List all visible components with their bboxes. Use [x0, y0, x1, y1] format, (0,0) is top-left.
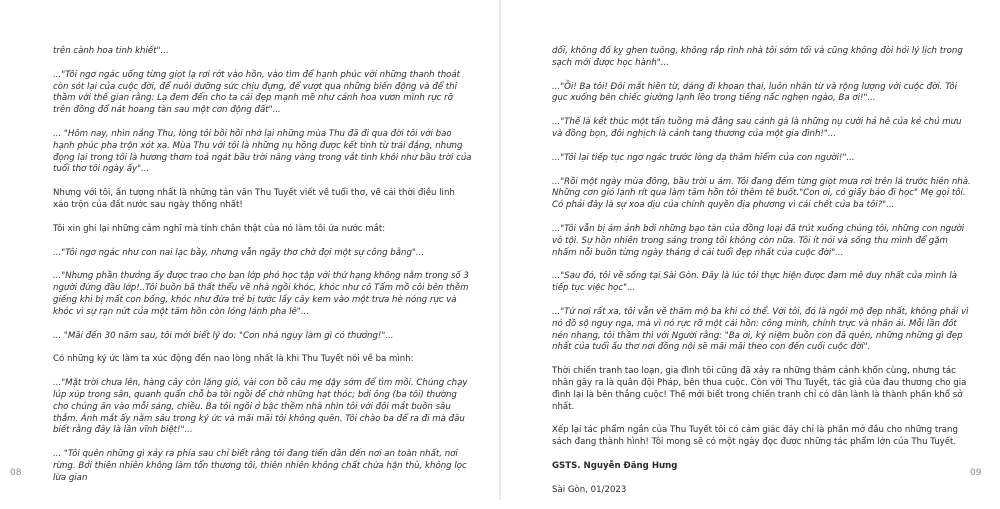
paragraph: ..."Tôi ngơ ngác uống từng giọt lạ rơi rớt vào hồn, vào tìm để hạnh phúc với những thanh thoát còn sót lại của cuộc đời, để nuôi dưỡng sức chịu đựng, để vượt qua những biến động và để thi thầm với thế gian rằng: Lạ đem đến cho ta cái đẹp mạnh mẽ như cánh hoa vươn mình rực rỡ trên đồng đổ nát hoang tàn sau một cơn động đất"...: [53, 69, 461, 116]
paragraph: Tôi xin ghi lại những cảm nghĩ mà tính chân thật của nó làm tôi ứa nước mắt:: [53, 223, 386, 234]
paragraph: ..."Tôi vẫn bị ám ảnh bởi những bạo tàn của đồng loại đã trút xuống chúng tôi, những con người vô tội. Sự hồn nhiên trong sáng trong tôi không còn nữa. Tôi ít nói và sống thu mình để gặm nhấm nỗi buồn từng ngày tháng ở cái tuổi đẹp nhất của cuộc đời"...: [552, 223, 965, 258]
paragraph: ... "Tôi quên những gì xảy ra phía sau chỉ biết rằng tôi đang tiến dần đến nơi an toàn nhất, nơi rừng. Bởi thiên nhiên không làm tổn thương tôi, thiên nhiên không chất chứa hận thù, không lọc lừa gian: [53, 449, 467, 483]
paragraph: Có những ký ức làm ta xúc động đến nao lòng nhất là khi Thu Tuyết nói về ba mình:: [53, 354, 414, 365]
right-page-text: [552, 46, 972, 509]
paragraph: ..."Tôi lại tiếp tục ngơ ngác trước lòng dạ thâm hiểm của con người!"...: [552, 152, 855, 163]
paragraph: Nhưng với tôi, ấn tượng nhất là những tản văn Thu Tuyết viết về tuổi thơ, về cái thời điều linh xáo trộn của đất nước sau ngày thống nhất!: [53, 188, 455, 210]
paragraph: trên cành hoa tinh khiết"...: [53, 46, 169, 56]
paragraph: ... "Hôm nay, nhìn nắng Thu, lòng tôi bồi hồi nhớ lại những mùa Thu đã đi qua đời tôi với bao hạnh phúc pha trộn xót xa. Mùa Thu với tôi là những nụ hồng được kết tinh từ trái đắng, nhưng đọng lại trong tôi là hương thơm toả ngát bầu trời nâng vàng trong vắt tinh khôi như bầu trời của tuổi thơ tôi ngày ấy"...: [53, 128, 472, 175]
paragraph: ..."Tôi ngơ ngác như con nai lạc bầy, nhưng vẫn ngây thơ chờ đợi một sự công bằng"...: [53, 247, 425, 258]
paragraph: ..."Rồi một ngày mùa đông, bầu trời u ám. Tôi đang đếm từng giọt mưa rơi trên lá trước hiên nhà. Những cơn gió lạnh rít qua làm tâm hồn tôi thêm tê buốt."Con ơi, có giấy báo đi học" Mẹ gọi tôi. Có phải đây là sự xoa dịu của chính quyền địa phương vì cái chết của ba tôi?"...: [552, 176, 971, 211]
paragraph: ..."Nhưng phần thưởng ấy được trao cho bạn lớp phó học tập với thứ hạng không nằm trong số 3 người đứng đầu lớp!..Tôi buồn bã thất thểu về nhà ngồi khóc, khóc như cô Tấm mồ côi bên thềm giếng khi bị mất con bống, khóc như đứa trẻ bị tước lấy cây kem vào một trưa hè nóng rực và khóc vì sự rạn nứt của một tâm hồn còn lóng lánh pha lê"...: [53, 271, 469, 317]
paragraph: dối, không đố kỵ ghen tuông, không rắp rình nhà tôi sớm tối và cũng không đòi hỏi lý lịch trong sạch mới được học hành"...: [552, 46, 963, 68]
signature-name: GSTS. Nguyễn Đăng Hưng: [552, 460, 678, 471]
right-page: [500, 0, 1000, 500]
paragraph: ..."Ồi! Ba tôi! Đôi mắt hiền từ, dáng đi khoan thai, luôn nhân từ và rộng lượng với cuộc đời. Tôi gục xuống bên chiếc giường lạnh lẽo trong tiếng nấc nghẹn ngào, Ba ơi!"...: [552, 81, 958, 104]
signature-place-date: Sài Gòn, 01/2023: [552, 484, 627, 495]
paragraph: ..."Sau đó, tôi về sống tại Sài Gòn. Đây là lúc tôi thực hiện được đam mê duy nhất của mình là tiếp tục việc học"...: [552, 271, 958, 294]
paragraph: ... "Mãi đến 30 năm sau, tôi mới biết lý do: "Con nhà ngụy làm gì có thưởng!"...: [53, 330, 394, 341]
paragraph: ..."Tứ nơi rất xa, tôi vẫn về thăm mộ ba khi có thể. Với tôi, đó là ngôi mộ đẹp nhất, không phải vì nó đồ sộ nguy nga, mà vì nó rực rỡ một cái hồn: công minh, chính trực và nhân ái. Mỗi lần đốt nén nhang, tôi thầm thì với Người rằng: "Ba ơi, ký niệm buồn con đã quên, những những gì đẹp nhất của tuổi ấu thơ nơi đồng nội sẽ mãi mãi theo con đến cuối cuộc đời".: [552, 306, 969, 353]
page-number-right: 09: [970, 468, 982, 478]
paragraph: ..."Thế là kết thúc một tấn tuồng mà đằng sau cánh gà là những nụ cười hả hê của kẻ chủ mưu và đồng bọn, đôi nghịch là cảnh tang thương của một gia đình!"...: [552, 117, 962, 139]
paragraph: Thời chiến tranh tao loạn, gia đình tôi cũng đã xảy ra những thảm cảnh khốn cùng, nhưng tác nhân gây ra là quân đội Pháp, bên thua cuộc. Còn với Thu Tuyết, tác giả của đau thương cho gia đình lại là bên thắng cuộc! Thế mới biết trong chiến tranh chỉ có dân lành là thành phần khổ sở nhất.: [552, 366, 967, 412]
paragraph: Xếp lại tác phẩm ngắn của Thu Tuyết tôi có cảm giác đây chỉ là phần mở đầu cho những trang sách đang thành hình! Tôi mong sẽ có một ngày đọc được những tác phẩm lớn của Thu Tuyết.: [552, 425, 958, 448]
left-page-text: [53, 46, 473, 497]
page-number-left: 08: [10, 468, 22, 478]
left-page: [0, 0, 500, 500]
paragraph: ..."Mặt trời chưa lên, hàng cây còn lặng gió, vài con bồ câu mẹ dậy sớm để tìm mồi. Chúng chạy lúp xúp trong sân, quanh quẩn chỗ ba tôi ngồi để chờ những hạt thóc; bởi ông (ba tôi) thường cho chúng ăn vào mỗi sáng, chiều. Ba tôi ngồi ở bậc thềm nhà nhìn tôi với đôi mắt buồn sâu thẳm. Ánh mắt ấy nằm sâu trong ký ức và mãi mãi tôi không quên. Tôi chào ba để ra đi mà đâu biết rằng đây là lần vĩnh biệt!"...: [53, 378, 468, 436]
